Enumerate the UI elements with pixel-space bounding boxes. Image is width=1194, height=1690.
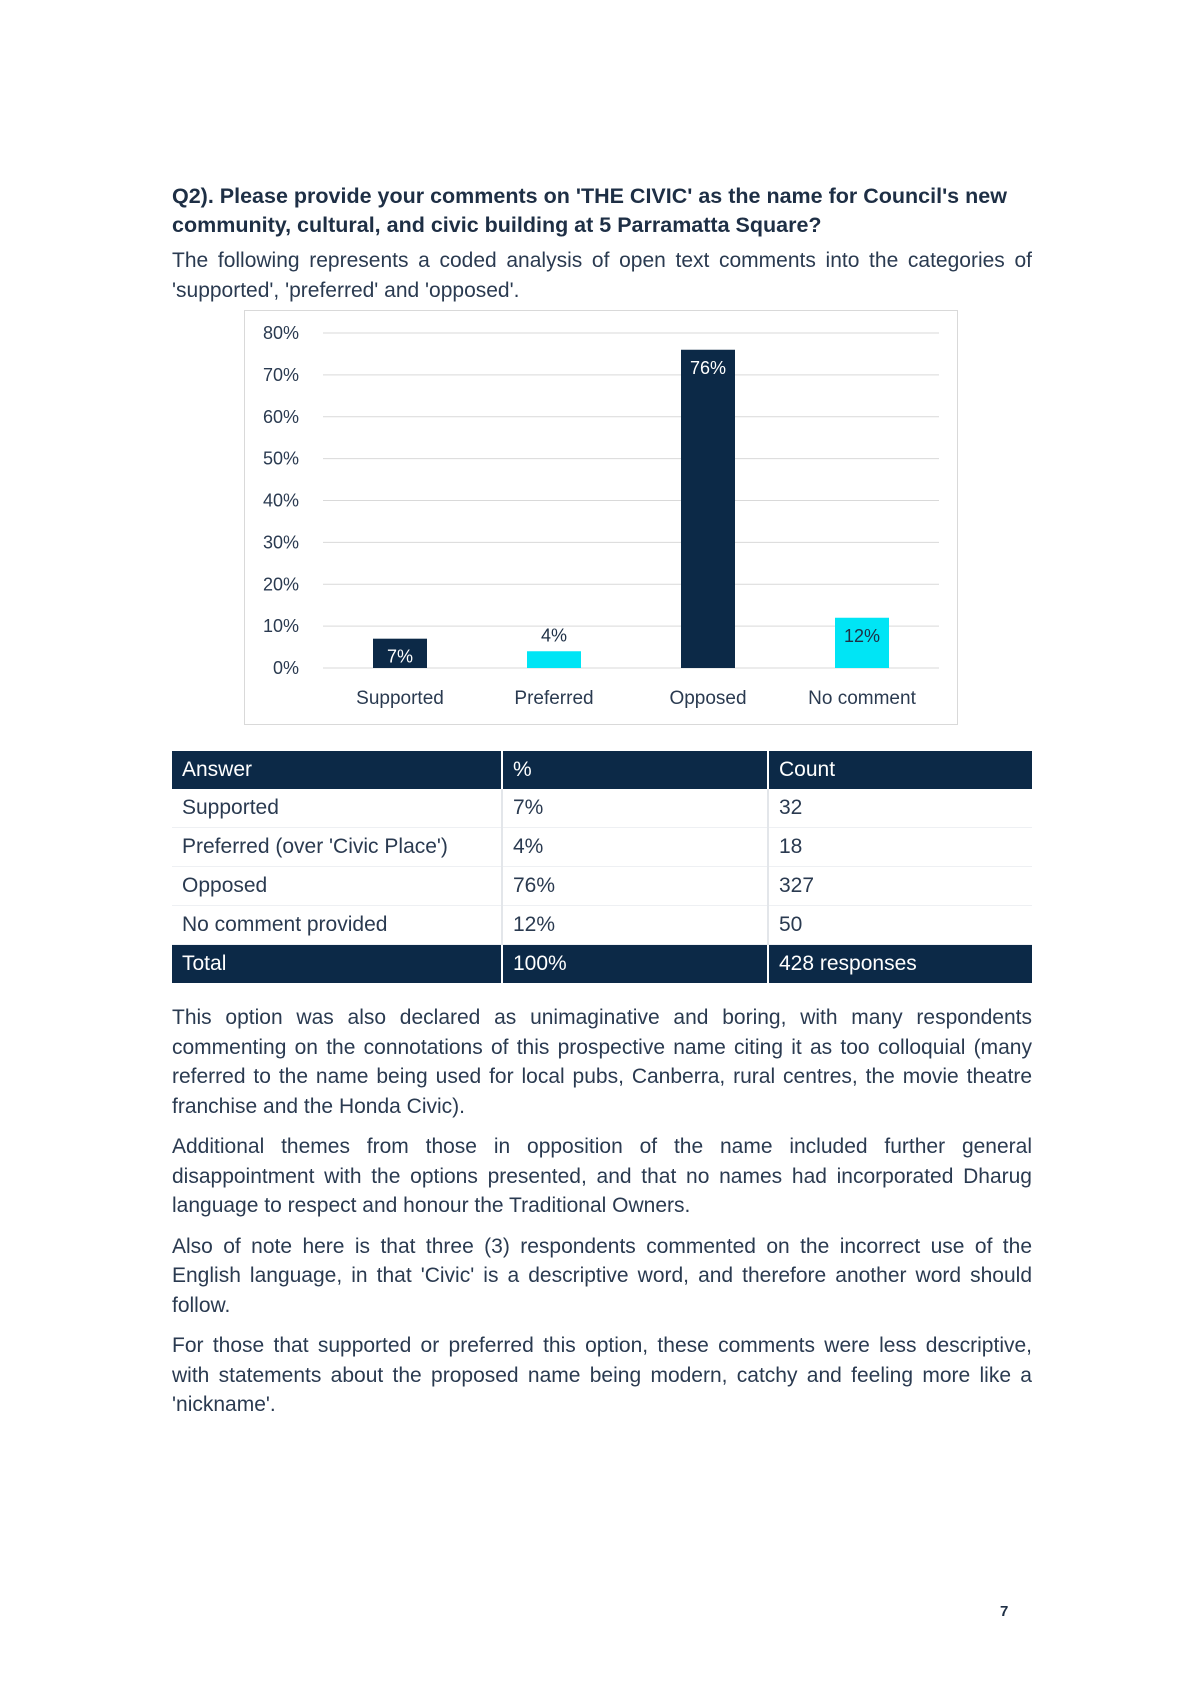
paragraph: Additional themes from those in opposition of the name included further general disappointment with the options presented, and that no names had incorporated Dharug language to respect and honour the Traditional Owners. [172,1135,1032,1217]
table-row [172,906,1032,945]
bar [527,651,581,668]
page-number: 7 [1000,1603,1009,1620]
y-tick-label: 20% [262,574,299,595]
page-content [172,182,1032,1420]
y-tick-label: 40% [262,490,299,511]
y-tick-label: 0% [272,658,299,678]
header-count: Count [768,751,1032,789]
category-label: Opposed [669,688,747,709]
results-table [172,751,1032,983]
cell-count: 18 [768,828,1032,867]
data-label: 12% [843,625,881,646]
question-heading: Q2). Please provide your comments on 'THE CIVIC' as the name for Council's new community, cultural, and civic building at 5 Parramatta Square? [172,184,1007,237]
cell-count: 32 [768,789,1032,828]
cell-answer: Supported [172,789,502,828]
body-text [172,1003,1032,1420]
cell-percent: 7% [502,789,768,828]
header-answer: Answer [172,751,502,789]
bar [681,350,735,668]
cell-answer: Preferred (over 'Civic Place') [172,828,502,867]
bar-chart [244,310,958,725]
cell-percent: 12% [502,906,768,945]
table-total-row [172,945,1032,984]
data-label: 4% [540,625,568,646]
data-label: 76% [689,357,727,378]
total-percent: 100% [502,945,768,984]
cell-percent: 4% [502,828,768,867]
y-tick-label: 80% [262,323,299,343]
y-tick-label: 70% [262,364,299,385]
table-row [172,789,1032,828]
table-header-row [172,751,1032,789]
category-label: Preferred [514,688,594,709]
paragraph: For those that supported or preferred this option, these comments were less descriptive, with statements about the proposed name being modern, catchy and feeling more like a 'nickname'. [172,1334,1032,1416]
intro-text: The following represents a coded analysis of open text comments into the categories of 'supported', 'preferred' and 'opposed'. [172,249,1032,302]
y-tick-label: 10% [262,616,299,637]
category-label: Supported [356,688,444,709]
total-label: Total [172,945,502,984]
paragraph: This option was also declared as unimaginative and boring, with many respondents commenting on the connotations of this prospective name citing it as too colloquial (many referred to the name being used for local pubs, Canberra, rural centres, the movie theatre franchise and the Honda Civic). [172,1006,1032,1118]
paragraph: Also of note here is that three (3) respondents commented on the incorrect use of the English language, in that 'Civic' is a descriptive word, and therefore another word should follow. [172,1234,1032,1317]
y-tick-label: 50% [262,448,299,469]
cell-count: 50 [768,906,1032,945]
y-tick-label: 60% [262,406,299,427]
table-row [172,828,1032,867]
bar-chart-svg [245,311,959,726]
header-percent: % [502,751,768,789]
data-label: 7% [386,646,414,667]
y-tick-label: 30% [262,532,299,553]
cell-percent: 76% [502,867,768,906]
cell-answer: Opposed [172,867,502,906]
cell-answer: No comment provided [172,906,502,945]
total-count: 428 responses [768,945,1032,984]
category-label: No comment [808,688,916,709]
cell-count: 327 [768,867,1032,906]
table-row [172,867,1032,906]
